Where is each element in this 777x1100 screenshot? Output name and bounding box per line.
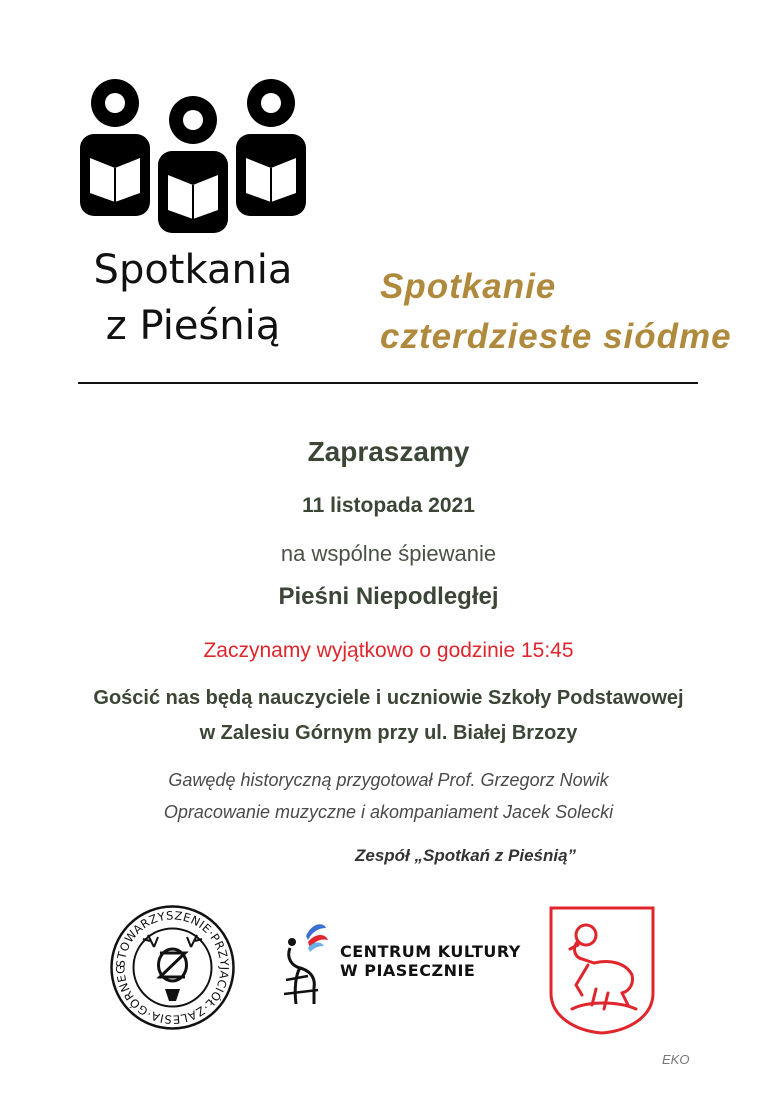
footer-initials: EKO [662,1052,690,1067]
ck-name [340,942,521,980]
songs-title: Pieśni Niepodległej [278,583,499,610]
coat-of-arms [548,905,656,1035]
ck-figure-icon [278,918,338,1013]
ram-shield-icon [548,905,656,1035]
credit-history: Gawędę historyczną przygotował Prof. Grzegorz Nowik [168,770,609,790]
team-signature: Zespół „Spotkań z Pieśnią” [355,846,577,865]
singing-text: na wspólne śpiewanie [280,541,497,566]
hosts-line1: Gościć nas będą nauczyciele i uczniowie Szkoły Podstawowej [93,687,684,709]
singers-icon [78,78,308,238]
logo-title-line1: Spotkania [93,247,293,293]
credit-music: Opracowanie muzyczne i akompaniament Jacek Solecki [163,802,614,822]
ck-line2: W PIASECZNIE [340,961,476,980]
invite-heading: Zapraszamy [307,436,470,467]
meeting-title-line2: czterdzieste siódme [380,317,732,356]
centrum-kultury-logo [278,918,521,1013]
meeting-title-line1: Spotkanie [380,267,557,306]
divider [78,382,698,384]
spotkania-logo [78,78,308,360]
meeting-title [380,262,770,362]
ck-line1: CENTRUM KULTURY [340,942,521,961]
hosts-line2: w Zalesiu Górnym przy ul. Białej Brzozy [199,722,578,744]
event-date: 11 listopada 2021 [302,494,475,517]
logo-title-line2: z Pieśnią [105,303,281,349]
seal-icon [110,905,235,1030]
stowarzyszenie-seal [110,905,235,1030]
start-time-notice: Zaczynamy wyjątkowo o godzinie 15:45 [203,639,574,662]
seal-text: STOWARZYSZENIE·PRZYJACIÓŁ·ZALESIA·GÓRNEG [113,908,232,1027]
